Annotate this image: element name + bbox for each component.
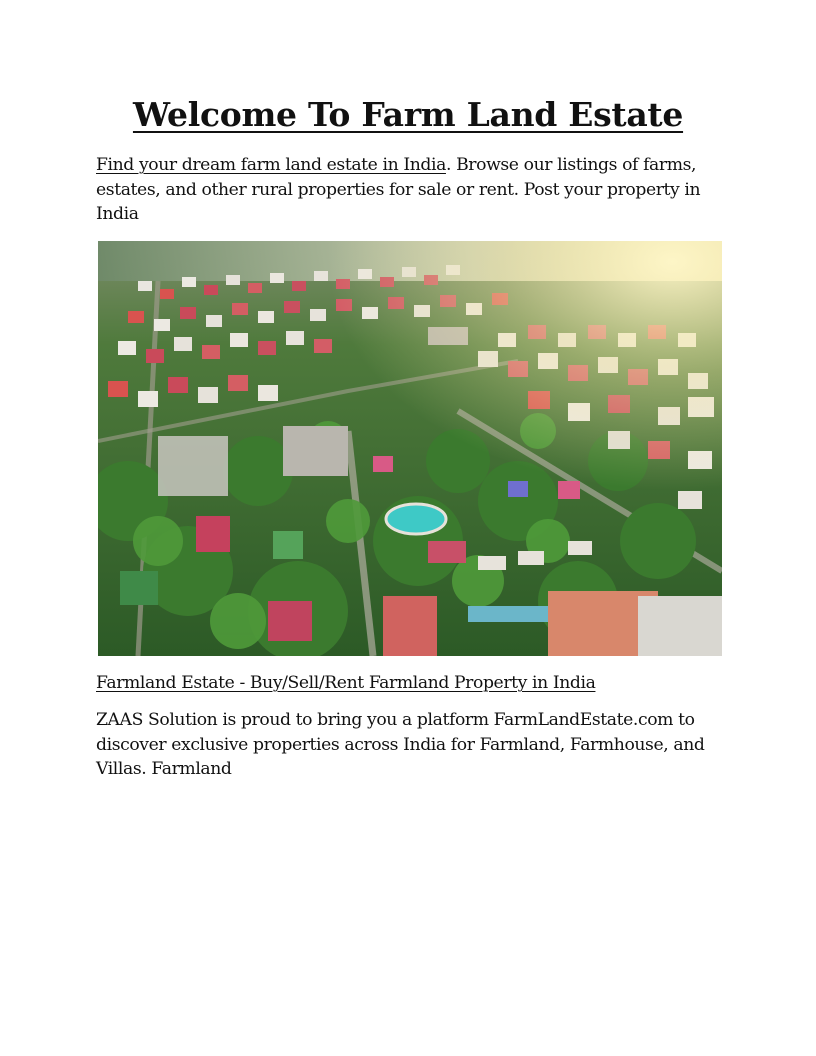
intro-text: . Browse our listings of farms, estates, and other rural properties for sale or rent. Post your property in India xyxy=(96,155,701,224)
body-paragraph: ZAAS Solution is proud to bring you a platform FarmLandEstate.com to discover exclusive properties across India for Farmland, Farmhouse, and Villas. Farmland xyxy=(96,710,705,779)
aerial-estate-illustration xyxy=(98,241,722,656)
aerial-estate-photo xyxy=(98,241,722,656)
farmland-estate-link[interactable]: Farmland Estate - Buy/Sell/Rent Farmland Property in India xyxy=(96,673,596,693)
intro-paragraph xyxy=(96,153,726,227)
page-title: Welcome To Farm Land Estate xyxy=(132,95,684,134)
caption-paragraph xyxy=(96,671,726,696)
dream-farm-link[interactable]: Find your dream farm land estate in India xyxy=(96,155,446,175)
